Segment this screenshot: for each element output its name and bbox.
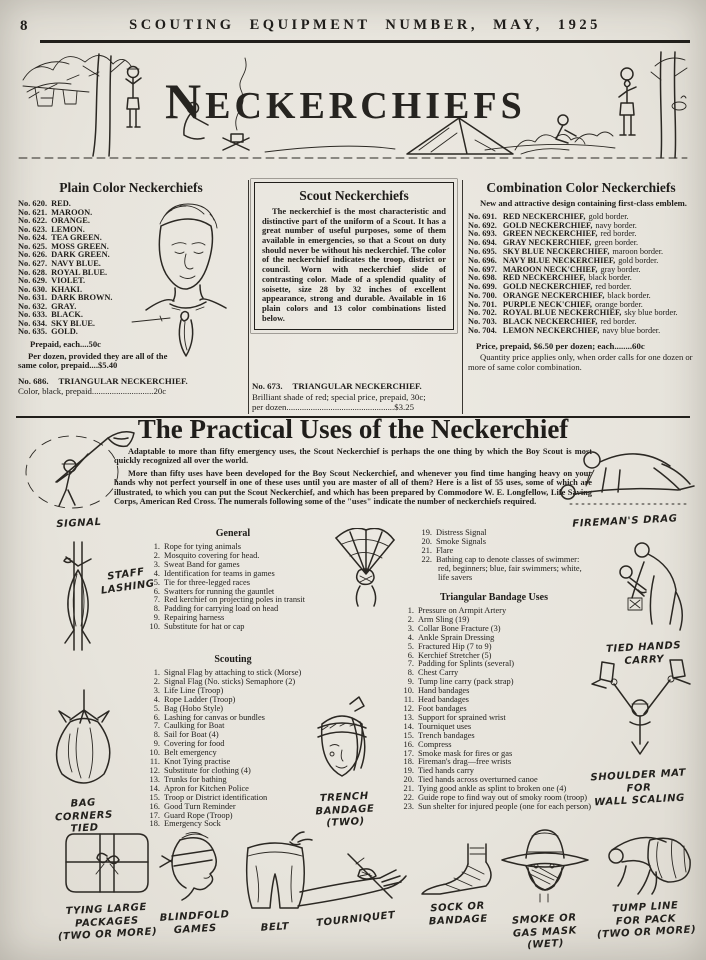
- general-heading: General: [215, 528, 251, 539]
- item-number: No. 622.: [18, 216, 48, 226]
- tied-hands-carry-caption: TIED HANDS CARRY: [605, 640, 682, 667]
- belt-caption: BELT: [260, 921, 290, 934]
- item-text: Arm Sling (19): [418, 614, 470, 624]
- item-border: red border.: [600, 229, 637, 239]
- packages-illustration: [52, 826, 162, 898]
- item-text: Tied hands carry: [418, 766, 474, 776]
- signal-caption: SIGNAL: [56, 516, 102, 531]
- footer-name: TRIANGULAR NECKERCHIEF.: [292, 381, 422, 391]
- item-number: 13.: [149, 774, 160, 784]
- combination-intro: New and attractive design containing first-class emblem.: [480, 198, 687, 208]
- packages-figure: [52, 826, 162, 942]
- item-number: 15.: [149, 792, 160, 802]
- plain-footer: [18, 376, 244, 397]
- item-text: Troop or District identification: [164, 792, 268, 802]
- footer-number: No. 673.: [252, 381, 283, 391]
- item-color: ROYAL BLUE.: [51, 267, 108, 277]
- item-number: 6.: [407, 650, 414, 660]
- footer-price-line: Color, black, prepaid............................20c: [18, 386, 167, 397]
- item-name: GOLD NECKERCHIEF,: [502, 220, 593, 230]
- scout-neckerchiefs-body: The neckerchief is the most characteristic and distinctive part of the uniform of a Scout. It has a great number of useful purposes, some of them available in emergencies, so that a Scout on duty should never be without his neckerchief. The color of the neckerchief indicates the troop, district or council. Worn with neckerchief slide of contrasting color. Made of a splendid quality of soisette, size 28 by 32 inches of excellent appearance, strong and durable. Available in 16 plain colors and 13 color combinations listed below.: [262, 206, 446, 323]
- item-text: Head bandages: [418, 695, 469, 705]
- item-number: No. 704.: [468, 326, 497, 336]
- item-border: black border.: [607, 290, 651, 300]
- item-number: 9.: [153, 613, 160, 623]
- item-text: Padding for Splints (several): [418, 659, 515, 669]
- item-name: GREEN NECKERCHIEF,: [502, 229, 598, 239]
- item-color: VIOLET.: [51, 276, 86, 286]
- item-name: NAVY BLUE NECKERCHIEF,: [502, 255, 616, 265]
- shoulder-mat-illustration: [578, 656, 698, 764]
- item-number: 12.: [149, 765, 160, 775]
- firemans-drag-figure: [550, 428, 700, 529]
- item-text: Repairing harness: [164, 613, 225, 623]
- item-border: gray border.: [600, 264, 641, 274]
- practical-uses-title: The Practical Uses of the Neckerchief: [137, 414, 569, 444]
- item-border: navy blue border.: [602, 326, 661, 336]
- blindfold-caption: BLINDFOLD GAMES: [159, 909, 230, 936]
- item-number: No. 633.: [18, 310, 48, 320]
- item-number: 16.: [403, 739, 414, 749]
- item-text: Sun shelter for injured people (one for each person): [418, 801, 592, 811]
- item-text: Rope Ladder (Troop): [164, 694, 236, 704]
- item-name: LEMON NECKERCHIEF,: [502, 326, 600, 336]
- item-text: Smoke mask for fires or gas: [418, 748, 513, 758]
- item-number: No. 624.: [18, 233, 48, 243]
- footer-number: No. 686.: [18, 375, 49, 386]
- item-number: 21.: [403, 784, 414, 794]
- item-number: No. 702.: [468, 308, 497, 318]
- item-number: No. 700.: [468, 290, 497, 300]
- item-color: DARK GREEN.: [51, 250, 110, 260]
- item-number: No. 626.: [18, 250, 48, 260]
- banner: [15, 46, 691, 172]
- item-number: 10.: [149, 622, 160, 632]
- item-number: 21.: [421, 545, 432, 555]
- item-number: 7.: [407, 659, 414, 669]
- item-number: No. 631.: [18, 293, 48, 303]
- item-text: Caulking for Boat: [164, 721, 225, 731]
- item-color: BLACK.: [51, 310, 83, 320]
- item-number: 13.: [403, 712, 414, 722]
- item-number: 4.: [407, 632, 414, 642]
- bag-corners-illustration: [32, 688, 136, 792]
- item-text: Lashing for canvas or bundles: [164, 712, 265, 722]
- bag-corners-caption: BAG CORNERS TIED: [54, 797, 114, 835]
- trench-bandage-figure: [292, 694, 398, 830]
- signal-figure: [20, 426, 138, 531]
- shoulder-mat-caption: SHOULDER MAT FOR WALL SCALING: [590, 767, 687, 809]
- item-number: No. 635.: [18, 327, 48, 337]
- gas-mask-figure: [496, 822, 594, 952]
- item-text: Identification for teams in games: [164, 568, 275, 578]
- item-number: No. 694.: [468, 238, 497, 248]
- general-list: [142, 543, 324, 632]
- item-number: 5.: [407, 641, 414, 651]
- item-number: 3.: [153, 685, 160, 695]
- trench-bandage-caption: TRENCH BANDAGE (TWO): [315, 790, 375, 829]
- item-name: BLACK NECKERCHIEF,: [502, 317, 598, 327]
- banner-title-initial: N: [165, 73, 206, 129]
- item-color: GRAY.: [51, 301, 77, 311]
- footer-desc: Brilliant shade of red; special price, prepaid, 30c;: [252, 391, 426, 402]
- item-border: orange border.: [594, 299, 643, 309]
- item-number: 10.: [149, 748, 160, 758]
- item-number: No. 630.: [18, 284, 48, 294]
- item-number: 16.: [149, 801, 160, 811]
- sock-figure: [412, 842, 504, 927]
- item-color: NAVY BLUE.: [51, 258, 101, 268]
- combination-item: [468, 327, 694, 336]
- item-text: Hand bandages: [418, 686, 470, 696]
- banner-title-rest: ECKERCHIEFS: [205, 85, 526, 127]
- item-text: Rope for tying animals: [164, 542, 241, 551]
- item-number: 1.: [407, 606, 414, 615]
- item-number: 7.: [153, 595, 160, 605]
- item-number: 18.: [149, 819, 160, 829]
- blindfold-illustration: [152, 830, 234, 902]
- item-number: 2.: [407, 614, 414, 624]
- item-number: No. 629.: [18, 276, 48, 286]
- item-number: No. 627.: [18, 258, 48, 268]
- practical-uses-intro: [114, 447, 592, 510]
- item-number: 19.: [421, 528, 432, 537]
- item-text: Trunks for bathing: [164, 774, 227, 784]
- tourniquet-figure: [296, 846, 416, 930]
- item-number: 4.: [153, 694, 160, 704]
- combination-title: Combination Color Neckerchiefs: [486, 180, 676, 195]
- signals-list: [414, 529, 586, 582]
- bandage-heading: Triangular Bandage Uses: [440, 592, 548, 603]
- tourniquet-caption: TOURNIQUET: [315, 909, 397, 930]
- item-text: Tourniquet uses: [418, 721, 472, 731]
- item-number: 14.: [403, 721, 414, 731]
- item-color: DARK BROWN.: [51, 293, 113, 303]
- item-color: LEMON.: [51, 224, 85, 234]
- item-name: SKY BLUE NECKERCHIEF,: [502, 247, 610, 256]
- item-text: Swatters for running the gauntlet: [164, 586, 275, 596]
- shoulder-mat-figure: [578, 656, 700, 808]
- item-number: 7.: [153, 721, 160, 731]
- item-text: Collar Bone Fracture (3): [418, 623, 501, 633]
- item-text: Tie for three-legged races: [164, 577, 250, 587]
- item-text: Life Line (Troop): [164, 685, 224, 695]
- item-number: No. 623.: [18, 224, 48, 234]
- item-number: 11.: [403, 695, 414, 705]
- firemans-drag-caption: FIREMAN'S DRAG: [572, 513, 678, 530]
- item-text: Support for sprained wrist: [418, 712, 506, 722]
- item-text: Sweat Band for games: [164, 559, 240, 569]
- item-number: 5.: [153, 577, 160, 587]
- use-item: [142, 623, 324, 632]
- combination-note: Quantity price applies only, when order calls for one dozen or more of same color combination.: [468, 351, 693, 372]
- item-number: No. 695.: [468, 247, 497, 256]
- bandage-list: [396, 607, 592, 812]
- plain-color-title: Plain Color Neckerchiefs: [59, 180, 203, 195]
- item-number: No. 625.: [18, 241, 48, 251]
- item-text: Red kerchief on projecting poles in transit: [164, 595, 305, 605]
- item-number: 19.: [403, 766, 414, 776]
- sock-caption: SOCK OR BANDAGE: [428, 900, 489, 928]
- item-name: RED NECKERCHIEF,: [502, 273, 586, 283]
- scouting-heading: Scouting: [214, 654, 252, 665]
- item-number: 8.: [407, 668, 414, 678]
- item-number: 4.: [153, 568, 160, 578]
- staff-lashing-caption: STAFF LASHING: [100, 566, 156, 597]
- item-number: No. 634.: [18, 318, 48, 328]
- item-number: 12.: [403, 703, 414, 713]
- column-divider-right: [462, 180, 463, 414]
- item-color: TEA GREEN.: [51, 233, 102, 243]
- item-text: Belt emergency: [164, 748, 217, 758]
- item-number: 10.: [403, 686, 414, 696]
- item-number: No. 621.: [18, 207, 48, 217]
- tied-hands-carry-illustration: [588, 532, 700, 636]
- item-text: Tied hands across overturned canoe: [418, 775, 538, 785]
- item-border: red border.: [595, 282, 632, 292]
- item-number: No. 701.: [468, 299, 497, 309]
- item-name: PURPLE NECK'CHIEF,: [502, 299, 592, 309]
- item-text: Apron for Kitchen Police: [164, 783, 249, 793]
- item-number: 1.: [153, 668, 160, 677]
- item-number: 17.: [149, 810, 160, 820]
- tump-line-figure: [592, 826, 700, 940]
- item-border: red border.: [600, 317, 637, 327]
- item-text: Compress: [418, 739, 452, 749]
- column-divider-left: [248, 180, 249, 414]
- item-text: Tying good ankle as splint to broken one (4): [418, 784, 567, 794]
- tump-line-illustration: [592, 826, 698, 896]
- item-border: black border.: [588, 273, 632, 283]
- item-text: Fractured Hip (7 to 9): [418, 641, 492, 651]
- knotted-kerchief-illustration: [326, 528, 406, 608]
- item-color: MAROON.: [51, 207, 93, 217]
- item-text: Substitute for clothing (4): [164, 765, 251, 775]
- item-number: 9.: [407, 677, 414, 687]
- item-text: Guide rope to find way out of smoky room (troop): [418, 793, 588, 803]
- item-color: RED.: [51, 199, 71, 208]
- item-number: 20.: [403, 775, 414, 785]
- item-number: 5.: [153, 703, 160, 713]
- item-number: 18.: [403, 757, 414, 767]
- item-number: No. 696.: [468, 255, 497, 265]
- item-text: Ankle Sprain Dressing: [418, 632, 495, 642]
- item-text: Good Turn Reminder: [164, 801, 236, 811]
- item-text: Pressure on Armpit Artery: [418, 606, 507, 615]
- item-number: 22.: [421, 554, 432, 564]
- gas-mask-illustration: [496, 822, 594, 908]
- bandage-uses-block: [396, 592, 592, 812]
- item-text: Fireman's drag—free wrists: [418, 757, 512, 767]
- item-text: Bathing cap to denote classes of swimmer: red, beginners; blue, fair swimmers; white, life savers: [436, 554, 582, 582]
- sock-illustration: [412, 842, 504, 896]
- item-text: Tump line carry (pack strap): [418, 677, 514, 687]
- item-color: GOLD.: [51, 327, 78, 337]
- page-header: [40, 16, 690, 43]
- combination-list: [468, 213, 694, 336]
- item-number: 6.: [153, 712, 160, 722]
- item-number: No. 698.: [468, 273, 497, 283]
- price-each: Prepaid, each....50c: [30, 339, 101, 349]
- item-number: 8.: [153, 604, 160, 614]
- item-number: No. 691.: [468, 211, 497, 221]
- item-number: 2.: [153, 550, 160, 560]
- item-number: 9.: [153, 739, 160, 749]
- uses-paragraph-1: Adaptable to more than fifty emergency uses, the Scout Neckerchief is perhaps the one thing by which the Boy Scout is most quickly recognized all over the world.: [114, 447, 592, 466]
- item-border: gold border.: [618, 255, 659, 265]
- banner-title: [165, 73, 526, 129]
- item-text: Padding for carrying load on head: [164, 604, 279, 614]
- item-border: navy border.: [595, 220, 637, 230]
- item-text: Substitute for hat or cap: [164, 622, 245, 632]
- item-border: maroon border.: [612, 247, 664, 256]
- item-color: SKY BLUE.: [51, 318, 95, 328]
- item-name: GRAY NECKERCHIEF,: [502, 238, 592, 248]
- use-item: [396, 803, 592, 812]
- item-number: 23.: [403, 801, 414, 811]
- bag-corners-figure: [32, 688, 136, 836]
- general-uses-block: [142, 528, 324, 632]
- item-border: sky blue border.: [624, 308, 678, 318]
- scout-footer: [252, 381, 456, 413]
- signal-illustration: [20, 426, 138, 512]
- item-border: gold border.: [588, 211, 629, 221]
- header-title: SCOUTING EQUIPMENT NUMBER, MAY, 1925: [129, 17, 601, 33]
- item-number: 3.: [407, 623, 414, 633]
- packages-caption: TYING LARGE PACKAGES (TWO OR MORE): [57, 901, 158, 943]
- tied-hands-carry-figure: [588, 532, 700, 667]
- item-text: Sail for Boat (4): [164, 730, 219, 740]
- item-number: No. 693.: [468, 229, 497, 239]
- item-text: Signal Flag by attaching to stick (Morse): [164, 668, 302, 677]
- item-text: Emergency Sock: [164, 819, 221, 829]
- footer-name: TRIANGULAR NECKERCHIEF.: [58, 375, 188, 386]
- item-number: 8.: [153, 730, 160, 740]
- item-text: Covering for food: [164, 739, 225, 749]
- item-text: Knot Tying practise: [164, 757, 231, 767]
- item-name: RED NECKERCHIEF,: [502, 211, 586, 221]
- item-number: 1.: [153, 542, 160, 551]
- item-color: KHAKI.: [51, 284, 83, 294]
- item-color: MOSS GREEN.: [51, 241, 109, 251]
- use-item: [414, 556, 586, 583]
- item-name: ORANGE NECKERCHIEF,: [502, 290, 605, 300]
- item-name: GOLD NECKERCHIEF,: [502, 282, 593, 292]
- item-number: 2.: [153, 676, 160, 686]
- combination-color-section: [468, 180, 694, 373]
- item-text: Chest Carry: [418, 668, 459, 678]
- item-number: No. 692.: [468, 220, 497, 230]
- item-text: Flare: [436, 545, 454, 555]
- item-text: Foot bandages: [418, 703, 467, 713]
- item-text: Kerchief Stretcher (5): [418, 650, 492, 660]
- price-dozen: Per dozen, provided they are all of the same color, prepaid....$5.40: [18, 350, 168, 371]
- item-number: No. 699.: [468, 282, 497, 292]
- item-number: 3.: [153, 559, 160, 569]
- item-number: No. 620.: [18, 199, 48, 208]
- scout-neckerchiefs-box: [254, 182, 454, 330]
- page-number: 8: [20, 18, 28, 34]
- item-border: green border.: [594, 238, 639, 248]
- item-number: 11.: [149, 757, 160, 767]
- item-number: 6.: [153, 586, 160, 596]
- item-number: No. 697.: [468, 264, 497, 274]
- firemans-drag-illustration: [550, 428, 700, 510]
- item-text: Bag (Hobo Style): [164, 703, 224, 713]
- combination-price: Price, prepaid, $6.50 per dozen; each........60c: [476, 340, 645, 351]
- item-text: Smoke Signals: [436, 536, 487, 546]
- item-text: Signal Flag (No. sticks) Semaphore (2): [164, 676, 296, 686]
- trench-bandage-illustration: [292, 694, 392, 786]
- item-number: 15.: [403, 730, 414, 740]
- scout-head-illustration: [130, 198, 242, 362]
- item-number: No. 628.: [18, 267, 48, 277]
- item-color: ORANGE.: [51, 216, 90, 226]
- item-text: Trench bandages: [418, 730, 475, 740]
- item-number: 22.: [403, 793, 414, 803]
- tourniquet-illustration: [296, 846, 416, 908]
- tump-line-caption: TUMP LINE FOR PACK (TWO OR MORE): [596, 900, 697, 941]
- item-number: No. 632.: [18, 301, 48, 311]
- item-number: 20.: [421, 536, 432, 546]
- footer-price-line: per dozen.................................................$3.25: [252, 402, 414, 413]
- uses-paragraph-2: More than fifty uses have been developed for the Boy Scout Neckerchief, and whenever you find time hanging heavy on your hands why not perfect yourself in one of these uses until you are master of all of them? Here is a list of 55 uses, some of which are illustrated, to which you can put the Scout Neckerchief, and which has been prepared by Commodore W. E. Longfellow, Life Saving Corps, American Red Cross. The numerals following some of the "uses" indicate the number of neckerchiefs required.: [114, 468, 592, 507]
- item-number: 17.: [403, 748, 414, 758]
- gas-mask-caption: SMOKE OR GAS MASK (WET): [511, 912, 578, 951]
- item-text: Guard Rope (Troop): [164, 810, 233, 820]
- scout-neckerchiefs-title: Scout Neckerchiefs: [299, 188, 409, 203]
- blindfold-figure: [152, 830, 238, 936]
- item-text: Mosquito covering for head.: [164, 550, 260, 560]
- item-number: 14.: [149, 783, 160, 793]
- item-name: MAROON NECK'CHIEF,: [502, 264, 598, 274]
- item-text: Distress Signal: [436, 528, 487, 537]
- item-number: No. 703.: [468, 317, 497, 327]
- item-name: ROYAL BLUE NECKERCHIEF,: [502, 308, 622, 318]
